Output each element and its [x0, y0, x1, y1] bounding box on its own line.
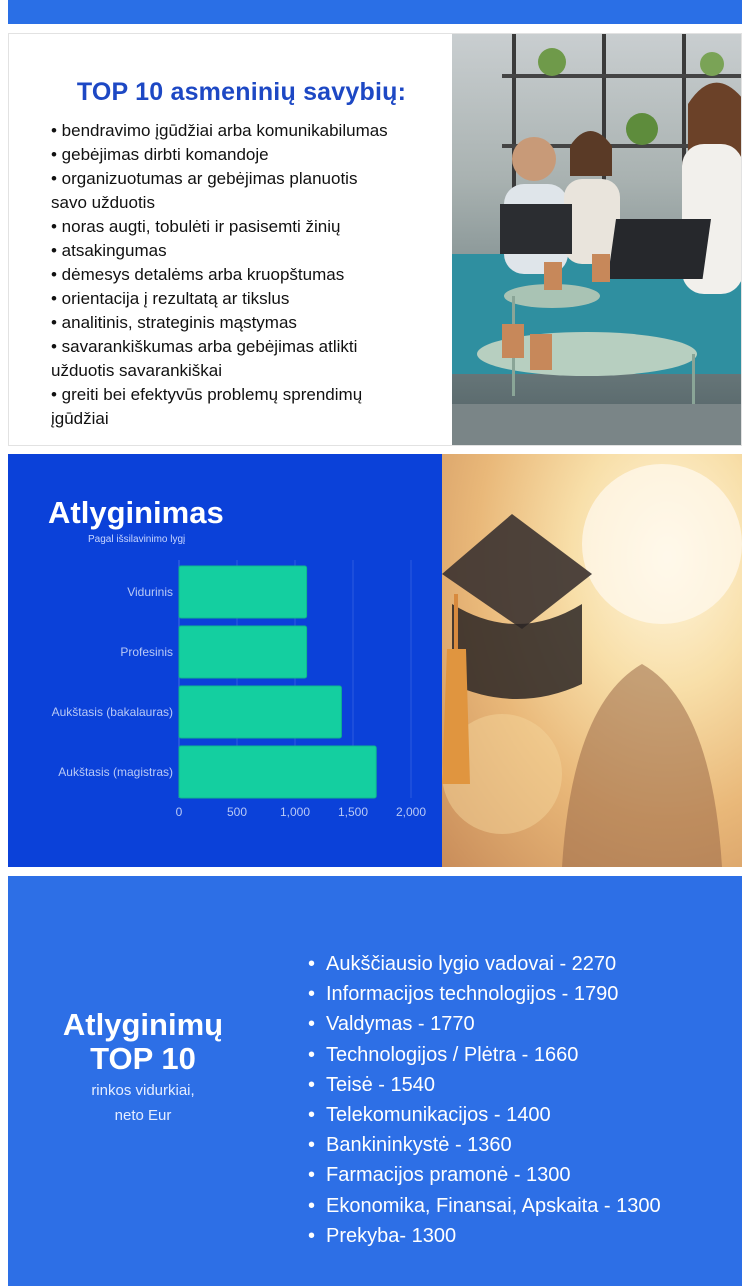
traits-line: • noras augti, tobulėti ir pasisemti žinių [51, 217, 341, 236]
traits-line: • greiti bei efektyvūs problemų sprendimų [51, 385, 363, 404]
salary-item: • Technologijos / Plėtra - 1660 [308, 1040, 661, 1070]
chart-bar [179, 566, 307, 618]
chart-x-tick-label: 500 [226, 805, 248, 819]
chart-category-label: Aukštasis (bakalauras) [51, 705, 173, 719]
chart-x-tick-label: 0 [175, 805, 183, 819]
salary-item: • Valdymas - 1770 [308, 1009, 661, 1039]
salary-item: • Teisė - 1540 [308, 1070, 661, 1100]
chart-subtitle: Pagal išsilavinimo lygį [88, 534, 186, 545]
top-banner-strip [8, 0, 742, 24]
chart-panel [8, 454, 442, 867]
salary-item: • Bankininkystė - 1360 [308, 1130, 661, 1160]
traits-line: užduotis savarankiškai [51, 361, 223, 380]
graduation-cap-photo [442, 454, 742, 867]
salary-item: • Informacijos technologijos - 1790 [308, 979, 661, 1009]
salary-by-education-section [8, 454, 742, 867]
chart-category-label: Aukštasis (magistras) [58, 765, 173, 779]
traits-title: TOP 10 asmeninių savybių: [76, 78, 407, 106]
traits-line: • bendravimo įgūdžiai arba komunikabilumas [51, 121, 388, 140]
chart-bar [179, 626, 307, 678]
traits-line: • atsakingumas [51, 241, 167, 260]
chart-category-label: Vidurinis [127, 585, 173, 599]
salary-item: • Farmacijos pramonė - 1300 [308, 1160, 661, 1190]
traits-section [8, 33, 742, 446]
traits-line: įgūdžiai [51, 409, 109, 428]
salary-bar-chart [8, 454, 442, 867]
chart-x-tick-label: 2,000 [395, 805, 427, 819]
chart-title: Atlyginimas [48, 495, 224, 530]
chart-bar [179, 686, 341, 738]
traits-line: • dėmesys detalėms arba kruopštumas [51, 265, 345, 284]
traits-line: • savarankiškumas arba gebėjimas atlikti [51, 337, 358, 356]
chart-category-label: Profesinis [120, 645, 173, 659]
salary-item: • Telekomunikacijos - 1400 [308, 1100, 661, 1130]
traits-line: • gebėjimas dirbti komandoje [51, 145, 269, 164]
traits-list [51, 119, 442, 431]
salary-top10-title-line2: TOP 10 [90, 1041, 196, 1076]
salary-top10-list [308, 949, 661, 1251]
salary-item: • Prekyba- 1300 [308, 1221, 661, 1251]
traits-line: savo užduotis [51, 193, 155, 212]
traits-line: • analitinis, strateginis mąstymas [51, 313, 297, 332]
salary-item: • Aukščiausio lygio vadovai - 2270 [308, 949, 661, 979]
salary-top10-subtitle-line1: rinkos vidurkiai, [91, 1082, 195, 1099]
salary-top10-title-line1: Atlyginimų [62, 1007, 224, 1042]
salary-top10-heading [8, 1008, 278, 1126]
traits-line: • organizuotumas ar gebėjimas planuotis [51, 169, 358, 188]
salary-top10-subtitle-line2: neto Eur [114, 1107, 172, 1124]
chart-x-tick-label: 1,000 [279, 805, 311, 819]
salary-item: • Ekonomika, Finansai, Apskaita - 1300 [308, 1191, 661, 1221]
traits-line: • orientacija į rezultatą ar tikslus [51, 289, 290, 308]
chart-x-tick-label: 1,500 [337, 805, 369, 819]
salary-top10-section [8, 876, 742, 1286]
chart-bar [179, 746, 376, 798]
office-team-photo [452, 34, 742, 446]
traits-text-panel [9, 34, 452, 446]
